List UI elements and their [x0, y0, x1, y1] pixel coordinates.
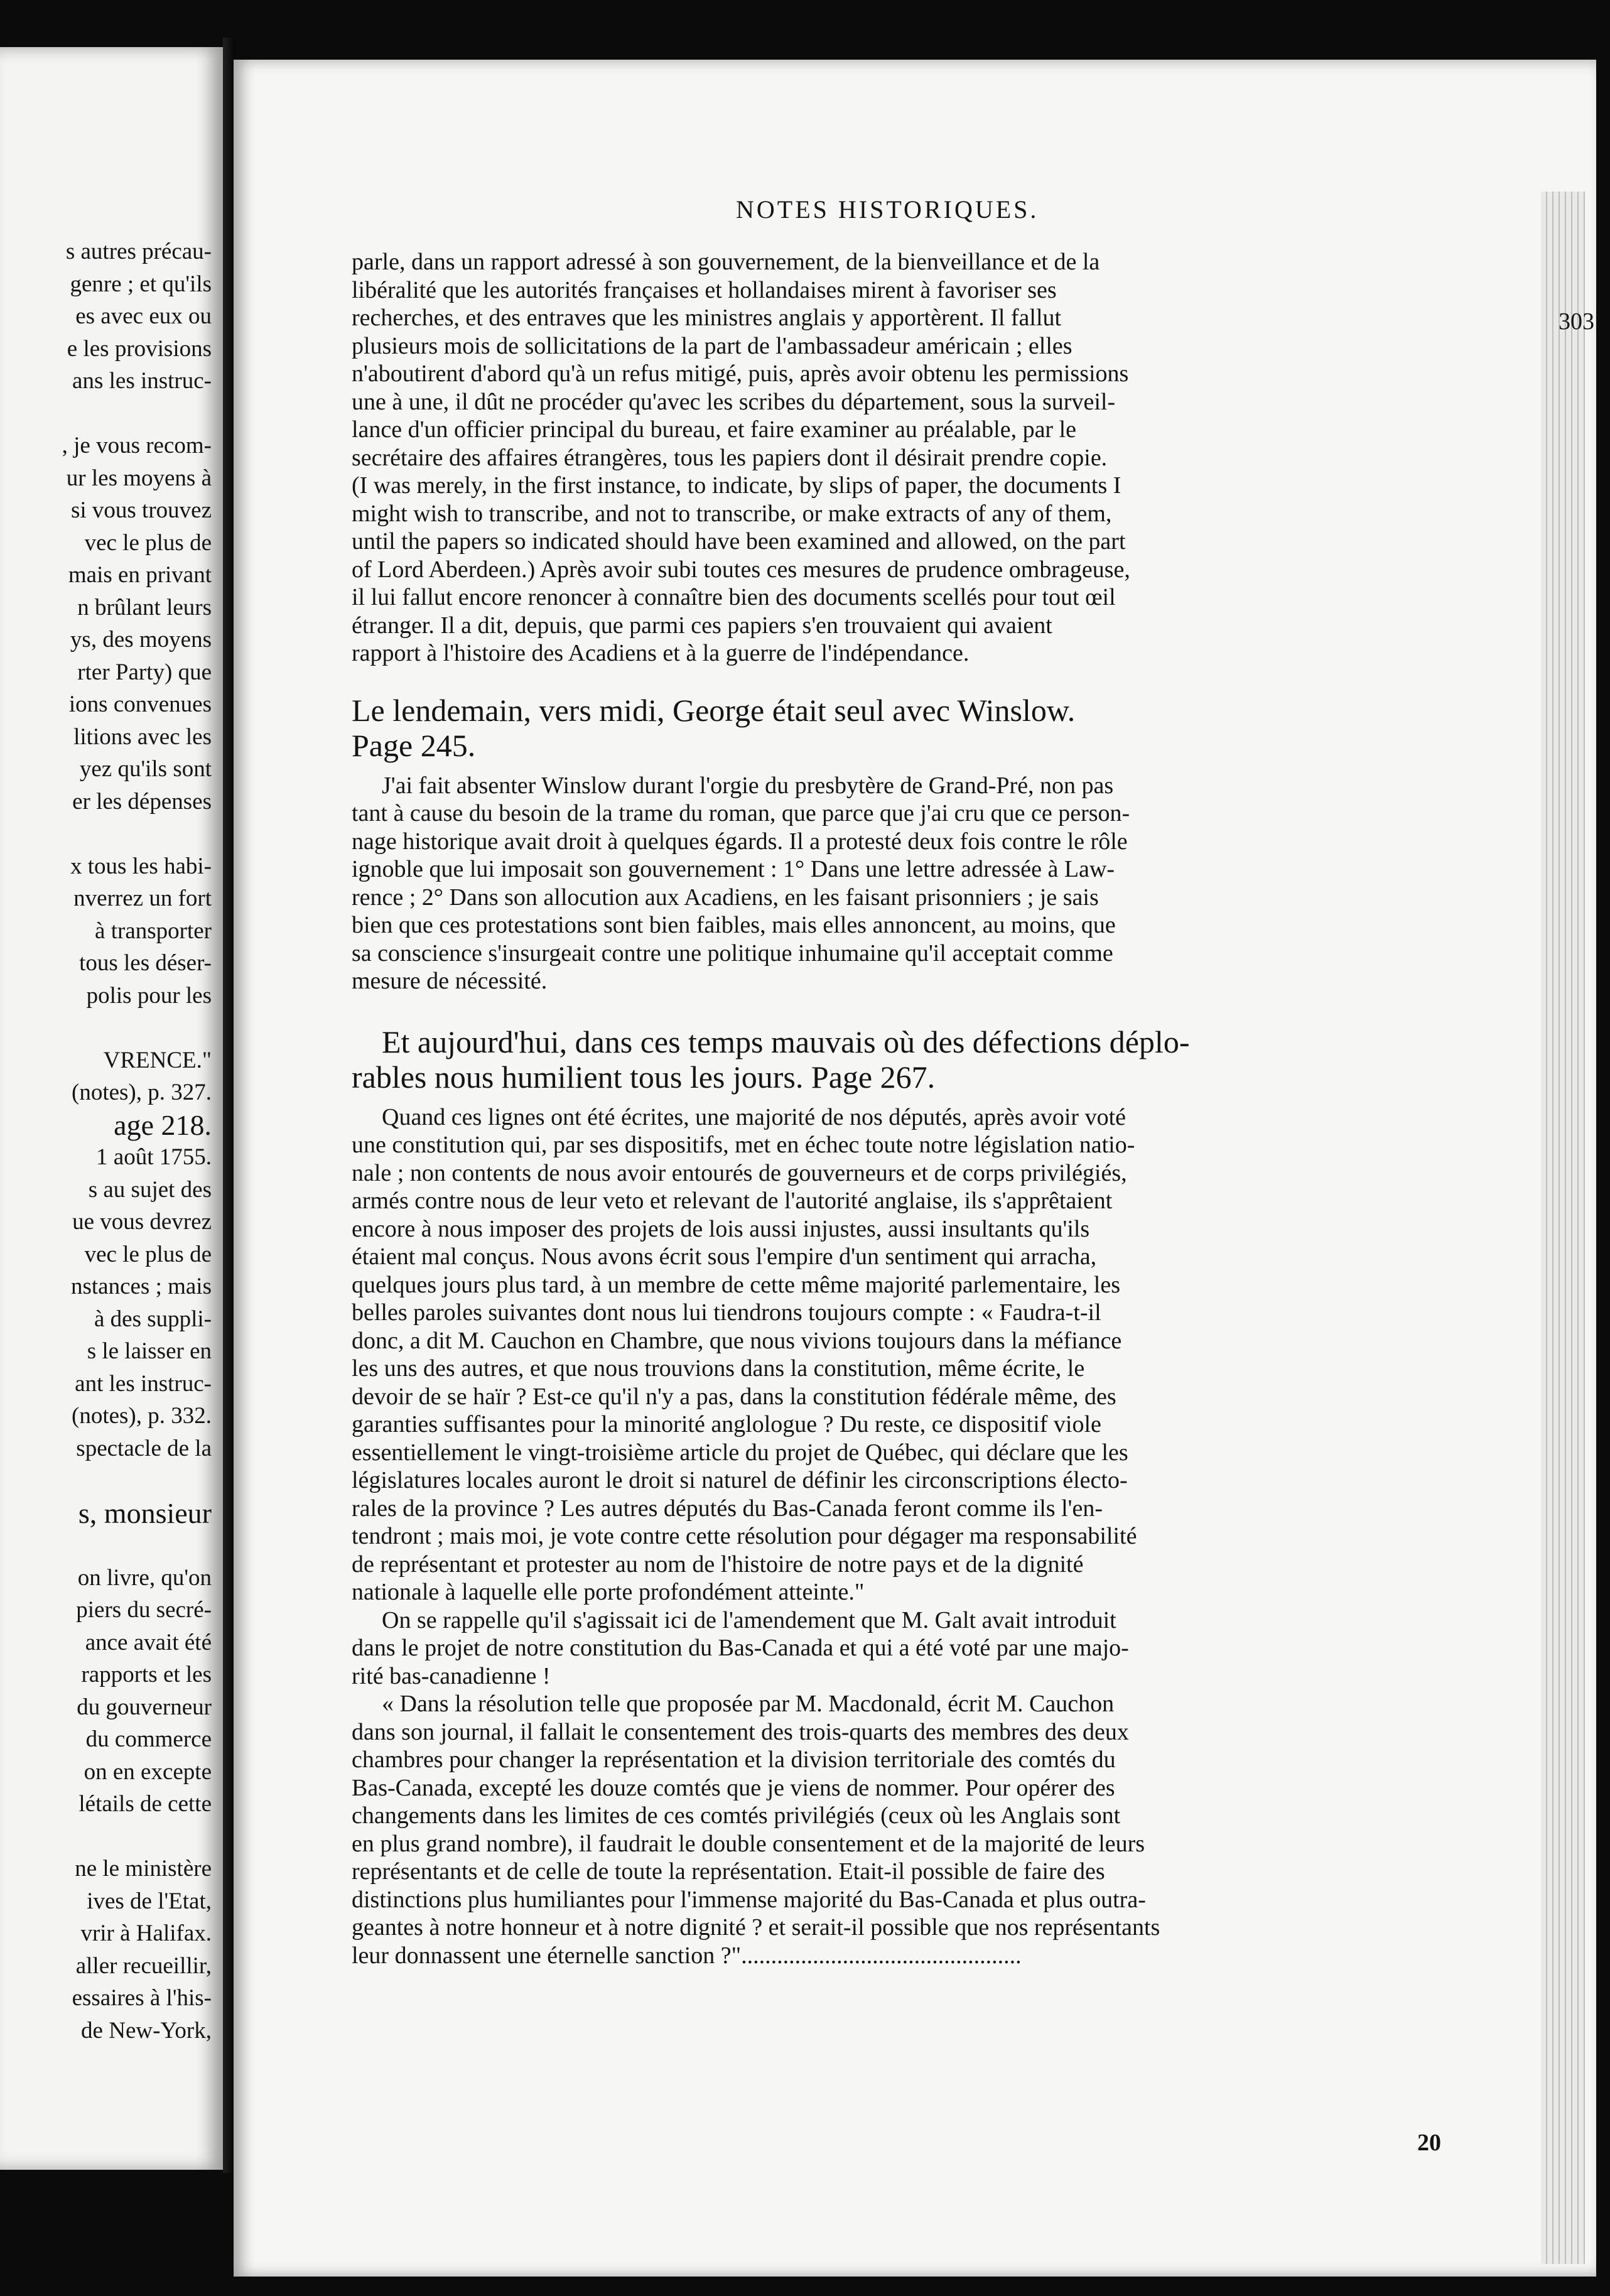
text-line: dans le projet de notre constitution du Bas-Canada et qui a été voté par une majo-: [352, 1635, 1129, 1661]
left-page-text: [0, 236, 212, 2047]
text-line: essentiellement le vingt-troisième article du projet de Québec, qui déclare que les: [352, 1439, 1128, 1466]
text-line: might wish to transcribe, and not to transcribe, or make extracts of any of them,: [352, 500, 1112, 527]
text-line: étaient mal conçus. Nous avons écrit sous l'empire d'un sentiment qui arracha,: [352, 1243, 1097, 1270]
left-page-line: nstances ; mais: [70, 1274, 212, 1299]
left-page-line: vec le plus de: [84, 1241, 212, 1267]
left-page-line: x tous les habi-: [70, 853, 212, 879]
left-page-line: ur les moyens à: [66, 465, 212, 491]
left-page-line: s le laisser en: [87, 1338, 212, 1364]
text-line: garanties suffisantes pour la minorité anglologue ? Du reste, ce dispositif viole: [352, 1411, 1101, 1438]
text-line: législatures locales auront le droit si naturel de définir les circonscriptions électo-: [352, 1467, 1128, 1493]
page-body: [352, 248, 1413, 1969]
heading-line: Le lendemain, vers midi, George était seul avec Winslow.: [352, 692, 1076, 728]
left-page-line: rapports et les: [81, 1662, 212, 1687]
left-page-line: [0, 818, 212, 850]
text-line: nale ; non contents de nous avoir entourés de gouverneurs et de corps privilégiés,: [352, 1159, 1127, 1186]
left-page-line: piers du secré-: [76, 1597, 212, 1623]
text-line: geantes à notre honneur et à notre dignité ? et serait-il possible que nos représentants: [352, 1914, 1160, 1941]
left-page-line: , je vous recom-: [62, 433, 212, 458]
left-page-line: vrir à Halifax.: [80, 1920, 212, 1946]
left-page-line: s autres précau-: [65, 239, 212, 264]
left-page-line: mais en privant: [68, 562, 212, 588]
text-line: tendront ; mais moi, je vote contre cette résolution pour dégager ma responsabilité: [352, 1523, 1137, 1549]
text-line: belles paroles suivantes dont nous lui tiendrons toujours compte : « Faudra-t-il: [352, 1299, 1101, 1326]
left-page-line: (notes), p. 332.: [72, 1403, 212, 1429]
left-page-line: spectacle de la: [76, 1435, 212, 1461]
text-line: On se rappelle qu'il s'agissait ici de l'amendement que M. Galt avait introduit: [382, 1606, 1116, 1633]
text-line: distinctions plus humiliantes pour l'immense majorité du Bas-Canada et plus outra-: [352, 1886, 1146, 1913]
page-number: 303: [1559, 308, 1594, 335]
left-page-line: ance avait été: [85, 1629, 212, 1655]
text-line: donc, a dit M. Cauchon en Chambre, que nous vivions toujours dans la méfiance: [352, 1327, 1122, 1354]
text-line: quelques jours plus tard, à un membre de cette même majorité parlementaire, les: [352, 1271, 1120, 1298]
text-line: chambres pour changer la représentation et la division territoriale des comtés du: [352, 1746, 1116, 1773]
left-page-line: létails de cette: [78, 1791, 212, 1817]
text-line: ignoble que lui imposait son gouvernement : 1° Dans une lettre adressée à Law-: [352, 856, 1115, 882]
text-line: armés contre nous de leur veto et relevant de l'autorité anglaise, ils s'apprêtaient: [352, 1188, 1113, 1214]
running-head: NOTES HISTORIQUES.: [736, 195, 1039, 224]
left-page-line: VRENCE.": [103, 1047, 212, 1073]
text-line: plusieurs mois de sollicitations de la part de l'ambassadeur américain ; elles: [352, 332, 1072, 359]
left-page-line: yez qu'ils sont: [79, 756, 212, 782]
text-line: sa conscience s'insurgeait contre une politique inhumaine qu'il acceptait comme: [352, 940, 1113, 967]
left-page-line: (notes), p. 327.: [72, 1080, 212, 1105]
left-page-line: [0, 1465, 212, 1497]
left-page-line: ives de l'Etat,: [87, 1888, 212, 1914]
left-page-line: [0, 398, 212, 430]
text-line: (I was merely, in the first instance, to indicate, by slips of paper, the documents I: [352, 472, 1121, 499]
text-line: rales de la province ? Les autres députés du Bas-Canada feront comme ils l'en-: [352, 1495, 1103, 1522]
left-page-line: nverrez un fort: [73, 885, 212, 911]
left-page-line: aller recueillir,: [75, 1952, 212, 1979]
left-facing-page: [0, 47, 223, 2170]
left-page-line: de New-York,: [81, 2017, 212, 2044]
text-line: en plus grand nombre), il faudrait le double consentement et de la majorité de leurs: [352, 1830, 1145, 1857]
left-page-line: ant les instruc-: [75, 1370, 212, 1397]
note-heading-page-267: [352, 1024, 1413, 1095]
left-page-line: n brûlant leurs: [77, 594, 212, 620]
heading-line: Et aujourd'hui, dans ces temps mauvais où des défections déplo-: [382, 1024, 1190, 1059]
left-page-line: es avec eux ou: [75, 303, 212, 329]
text-line: encore à nous imposer des projets de lois aussi injustes, aussi insultants qu'ils: [352, 1215, 1090, 1242]
left-page-line: vec le plus de: [84, 529, 212, 556]
text-line: une à une, il dût ne procéder qu'avec les scribes du département, sous la surveil-: [352, 388, 1116, 415]
left-page-line: tous les déser-: [79, 950, 212, 976]
text-line: rence ; 2° Dans son allocution aux Acadiens, en les faisant prisonniers ; je sais: [352, 884, 1099, 911]
left-page-line: ys, des moyens: [70, 627, 212, 653]
note-heading-page-245: [352, 693, 1413, 763]
text-line: secrétaire des affaires étrangères, tous les papiers dont il désirait prendre copie.: [352, 444, 1108, 471]
left-page-line: ue vous devrez: [72, 1209, 212, 1235]
text-line: devoir de se haïr ? Est-ce qu'il n'y a pas, dans la constitution fédérale même, des: [352, 1383, 1116, 1410]
text-line: de représentant et protester au nom de l'histoire de notre pays et de la dignité: [352, 1551, 1084, 1578]
text-line: of Lord Aberdeen.) Après avoir subi toutes ces mesures de prudence ombrageuse,: [352, 556, 1130, 583]
text-line: étranger. Il a dit, depuis, que parmi ces papiers s'en trouvaient qui avaient: [352, 612, 1052, 639]
text-line: lance d'un officier principal du bureau, et faire examiner au préalable, par le: [352, 416, 1077, 443]
left-page-line: à transporter: [95, 918, 212, 944]
text-line: Quand ces lignes ont été écrites, une majorité de nos députés, après avoir voté: [382, 1103, 1126, 1130]
left-page-line: on en excepte: [84, 1758, 212, 1785]
text-line: tant à cause du besoin de la trame du roman, que parce que j'ai cru que ce person-: [352, 800, 1130, 826]
text-line: nage historique avait droit à quelques égards. Il a protesté deux fois contre le rôle: [352, 828, 1128, 855]
left-page-line: du commerce: [85, 1726, 212, 1752]
text-line: changements dans les limites de ces comtés privilégiés (ceux où les Anglais sont: [352, 1802, 1121, 1829]
paragraph-cauchon: [352, 1103, 1413, 1970]
text-line: représentants et de celle de toute la représentation. Etait-il possible de faire des: [352, 1858, 1105, 1885]
left-page-line: polis pour les: [86, 982, 212, 1009]
left-page-line: ions convenues: [68, 691, 212, 717]
text-line: leur donnassent une éternelle sanction ?"...............................................: [352, 1942, 1022, 1969]
text-line: mesure de nécessité.: [352, 968, 548, 994]
heading-line: Page 245.: [352, 727, 476, 763]
left-page-line: rter Party) que: [77, 659, 212, 685]
left-page-line: genre ; et qu'ils: [70, 271, 212, 297]
text-line: dans son journal, il fallait le consentement des trois-quarts des membres des deux: [352, 1718, 1129, 1745]
text-line: il lui fallut encore renoncer à connaître bien des documents scellés pour tout œil: [352, 584, 1116, 610]
paragraph-winslow: [352, 772, 1413, 995]
text-line: libéralité que les autorités françaises et hollandaises mirent à favoriser ses: [352, 276, 1057, 303]
text-line: les uns des autres, et que nous trouvions dans la constitution, même écrite, le: [352, 1355, 1085, 1382]
left-page-line: er les dépenses: [72, 788, 212, 815]
text-line: n'aboutirent d'abord qu'à un refus mitigé, puis, après avoir obtenu les permissions: [352, 360, 1129, 387]
left-page-line: [0, 1821, 212, 1853]
left-page-line: s au sujet des: [88, 1176, 212, 1203]
text-line: J'ai fait absenter Winslow durant l'orgie du presbytère de Grand-Pré, non pas: [382, 772, 1114, 799]
left-page-line: [0, 1529, 212, 1562]
text-line: rité bas-canadienne !: [352, 1662, 551, 1689]
text-line: Bas-Canada, excepté les douze comtés que je viens de nommer. Pour opérer des: [352, 1774, 1115, 1801]
left-page-line: si vous trouvez: [70, 497, 212, 523]
left-page-line: ne le ministère: [75, 1856, 212, 1882]
left-page-line: on livre, qu'on: [77, 1564, 212, 1591]
text-line: recherches, et des entraves que les ministres anglais y apportèrent. Il fallut: [352, 305, 1062, 331]
left-page-line: [0, 1012, 212, 1044]
text-line: une constitution qui, par ses dispositifs, met en échec toute notre législation natio-: [352, 1132, 1135, 1158]
page-edges: [1541, 192, 1585, 2264]
left-page-line: e les provisions: [67, 335, 212, 362]
left-page-line: age 218.: [114, 1108, 212, 1141]
text-line: rapport à l'histoire des Acadiens et à la guerre de l'indépendance.: [352, 640, 970, 666]
signature-mark: 20: [1417, 2130, 1441, 2156]
left-page-line: à des suppli-: [94, 1306, 212, 1332]
left-page-line: litions avec les: [73, 723, 212, 750]
text-line: bien que ces protestations sont bien faibles, mais elles annoncent, au moins, que: [352, 912, 1116, 938]
left-page-line: s, monsieur: [78, 1497, 212, 1529]
text-line: until the papers so indicated should have been examined and allowed, on the part: [352, 528, 1126, 555]
left-page-line: du gouverneur: [77, 1694, 212, 1720]
paragraph-rapport: [352, 248, 1413, 668]
text-line: parle, dans un rapport adressé à son gouvernement, de la bienveillance et de la: [352, 249, 1100, 275]
text-line: « Dans la résolution telle que proposée par M. Macdonald, écrit M. Cauchon: [382, 1691, 1115, 1717]
left-page-line: 1 août 1755.: [96, 1144, 212, 1170]
text-line: nationale à laquelle elle porte profondément atteinte.": [352, 1579, 865, 1605]
heading-line: rables nous humilient tous les jours. Page 267.: [352, 1059, 936, 1095]
left-page-line: ans les instruc-: [72, 368, 212, 394]
left-page-line: essaires à l'his-: [72, 1985, 212, 2011]
right-page: [234, 60, 1596, 2277]
